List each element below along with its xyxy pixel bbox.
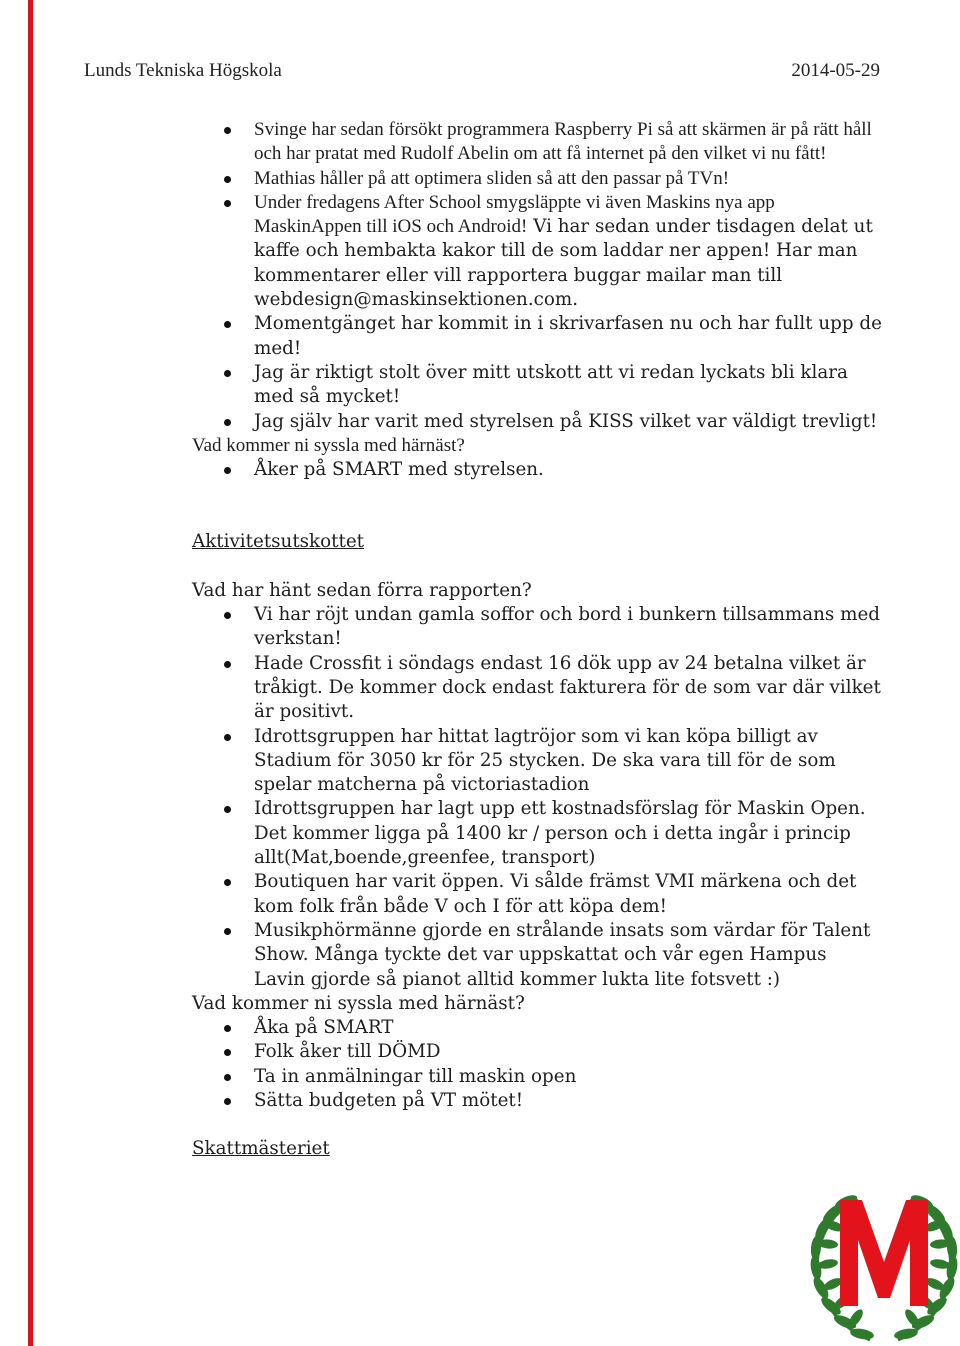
list-item: Idrottsgruppen har hittat lagtröjor som vi kan köpa billigt av Stadium för 3050 kr för 25 stycken. De ska vara till för de som spelar matcherna på victoriastadion [192,725,882,798]
letter-m-icon [840,1200,928,1306]
list-item: Sätta budgeten på VT mötet! [192,1089,882,1113]
list-item: Momentgänget har kommit in i skrivarfasen nu och har fullt upp de med! [192,312,882,361]
list-item: Mathias håller på att optimera sliden så att den passar på TVn! [192,167,882,191]
list-item-text: Vi har sedan under tisdagen delat ut kaffe och hembakta kakor till de som laddar ner appen! Har man kommentarer eller vill rapportera buggar mailar man till webdesign@maskinsektionen.com. [254,216,873,311]
list-item: Boutiquen har varit öppen. Vi sålde främst VMI märkena och det kom folk från både V och I för att köpa dem! [192,870,882,919]
list-item: Åker på SMART med styrelsen. [192,458,882,482]
header-institution: Lunds Tekniska Högskola [84,60,282,81]
section-title-aktivitetsutskottet: Aktivitetsutskottet [192,531,364,553]
question-next: Vad kommer ni syssla med härnäst? [192,434,465,456]
question-since-last: Vad har hänt sedan förra rapporten? [192,579,532,601]
list-item-text-serif: Under fredagens After School smygsläppte vi även Maskins nya app MaskinAppen till iOS och Android! [254,191,775,238]
list-item: Musikphörmänne gjorde en strålande insats som värdar för Talent Show. Många tyckte det var uppskattat och vår egen Hampus Lavin gjorde så pianot alltid kommer lukta lite fotsvett :) [192,919,882,992]
list-item: Jag själv har varit med styrelsen på KISS vilket var väldigt trevligt! [192,410,882,434]
list-item [192,191,882,312]
list-item: Hade Crossfit i söndags endast 16 dök upp av 24 betalna vilket är tråkigt. De kommer dock endast fakturera för de som var där vilket är positivt. [192,652,882,725]
list-item: Jag är riktigt stolt över mitt utskott att vi redan lyckats bli klara med så mycket! [192,361,882,410]
margin-bar [28,0,33,1346]
list-item: Vi har röjt undan gamla soffor och bord i bunkern tillsammans med verkstan! [192,603,882,652]
bullet-list-next [192,458,882,482]
header-date: 2014-05-29 [791,60,880,81]
document-body [192,118,882,1162]
bullet-list-updates [192,118,882,434]
list-item: Ta in anmälningar till maskin open [192,1065,882,1089]
bullet-list-aktivitet [192,603,882,992]
section-title-skattmasteriet: Skattmästeriet [192,1138,330,1160]
maskin-logo [808,1180,960,1346]
list-item: Svinge har sedan försökt programmera Raspberry Pi så att skärmen är på rätt håll och har pratat med Rudolf Abelin om att få internet på den vilket vi nu fått! [192,118,882,167]
page-header [84,60,880,86]
list-item: Idrottsgruppen har lagt upp ett kostnadsförslag för Maskin Open. Det kommer ligga på 1400 kr / person och i detta ingår i princip allt(Mat,boende,greenfee, transport) [192,797,882,870]
question-next: Vad kommer ni syssla med härnäst? [192,992,525,1014]
bullet-list-aktivitet-next [192,1016,882,1113]
list-item: Folk åker till DÖMD [192,1040,882,1064]
list-item: Åka på SMART [192,1016,882,1040]
